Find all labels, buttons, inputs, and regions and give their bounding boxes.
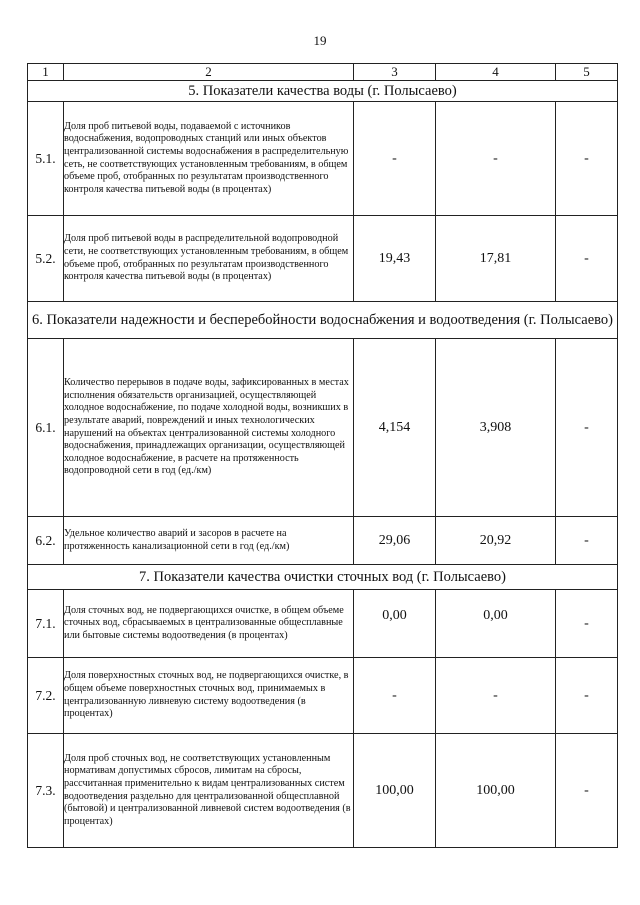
row-description: Количество перерывов в подаче воды, зафиксированных в местах исполнения обязательств организацией, осуществляющей холодное водоснабжение, по подаче холодной воды, возникших в результате аварий, повреждений и иных технологических нарушений на объектах централизованной системы холодного водоснабжения, принадлежащих организации, осуществляющей холодное водоснабжение, в расчете на протяженность водопроводной сети в год (ед./км)	[64, 339, 354, 517]
value-col-3: 29,06	[354, 517, 436, 565]
row-description: Удельное количество аварий и засоров в расчете на протяженность канализационной сети в год (ед./км)	[64, 517, 354, 565]
row-number: 7.1.	[28, 590, 64, 658]
value-col-3: 0,00	[354, 590, 436, 658]
table-row	[28, 734, 618, 848]
table-row	[28, 216, 618, 302]
indicators-table	[27, 63, 618, 848]
value-col-5: -	[556, 590, 618, 658]
row-number: 7.3.	[28, 734, 64, 848]
row-number: 6.1.	[28, 339, 64, 517]
section-title: 7. Показатели качества очистки сточных вод (г. Полысаево)	[28, 565, 618, 590]
value-col-4: 0,00	[436, 590, 556, 658]
value-col-5: -	[556, 216, 618, 302]
value-col-3: 19,43	[354, 216, 436, 302]
table-row	[28, 102, 618, 216]
value-col-4: 17,81	[436, 216, 556, 302]
section-5-header	[28, 81, 618, 102]
value-col-4: -	[436, 658, 556, 734]
table-row	[28, 590, 618, 658]
value-col-3: 4,154	[354, 339, 436, 517]
table-row	[28, 658, 618, 734]
row-number: 6.2.	[28, 517, 64, 565]
row-number: 5.1.	[28, 102, 64, 216]
column-header-row	[28, 64, 618, 81]
row-description: Доля проб питьевой воды в распределительной водопроводной сети, не соответствующих установленным требованиям, в общем объеме проб, отобранных по результатам производственного контроля качества питьевой воды (в процентах)	[64, 216, 354, 302]
value-col-5: -	[556, 658, 618, 734]
column-header-3: 3	[354, 64, 436, 81]
row-description: Доля проб питьевой воды, подаваемой с источников водоснабжения, водопроводных станций или иных объектов централизованной системы водоснабжения в распределительную сеть, не соответствующих установленным требованиям, в общем объеме проб, отобранных по результатам производственного контроля качества питьевой воды (в процентах)	[64, 102, 354, 216]
section-7-header	[28, 565, 618, 590]
column-header-1: 1	[28, 64, 64, 81]
column-header-2: 2	[64, 64, 354, 81]
section-title: 5. Показатели качества воды (г. Полысаево)	[28, 81, 618, 102]
value-col-5: -	[556, 734, 618, 848]
column-header-4: 4	[436, 64, 556, 81]
table-row	[28, 517, 618, 565]
column-header-5: 5	[556, 64, 618, 81]
value-col-5: -	[556, 102, 618, 216]
value-col-4: 100,00	[436, 734, 556, 848]
row-number: 7.2.	[28, 658, 64, 734]
value-col-3: -	[354, 658, 436, 734]
value-col-4: 20,92	[436, 517, 556, 565]
value-col-3: -	[354, 102, 436, 216]
row-description: Доля сточных вод, не подвергающихся очистке, в общем объеме сточных вод, сбрасываемых в централизованные общесплавные или бытовые системы водоотведения (в процентах)	[64, 590, 354, 658]
row-number: 5.2.	[28, 216, 64, 302]
page-number: 19	[313, 33, 327, 48]
value-col-4: -	[436, 102, 556, 216]
section-6-header	[28, 302, 618, 339]
section-title: 6. Показатели надежности и бесперебойности водоснабжения и водоотведения (г. Полысаево)	[28, 302, 618, 339]
table-row	[28, 339, 618, 517]
value-col-5: -	[556, 339, 618, 517]
value-col-3: 100,00	[354, 734, 436, 848]
row-description: Доля проб сточных вод, не соответствующих установленным нормативам допустимых сбросов, лимитам на сбросы, рассчитанная применительно к видам централизованных систем водоотведения раздельно для централизованной общесплавной (бытовой) и централизованной ливневой систем водоотведения (в процентах)	[64, 734, 354, 848]
row-description: Доля поверхностных сточных вод, не подвергающихся очистке, в общем объеме поверхностных сточных вод, принимаемых в централизованную ливневую систему водоотведения (в процентах)	[64, 658, 354, 734]
value-col-5: -	[556, 517, 618, 565]
value-col-4: 3,908	[436, 339, 556, 517]
